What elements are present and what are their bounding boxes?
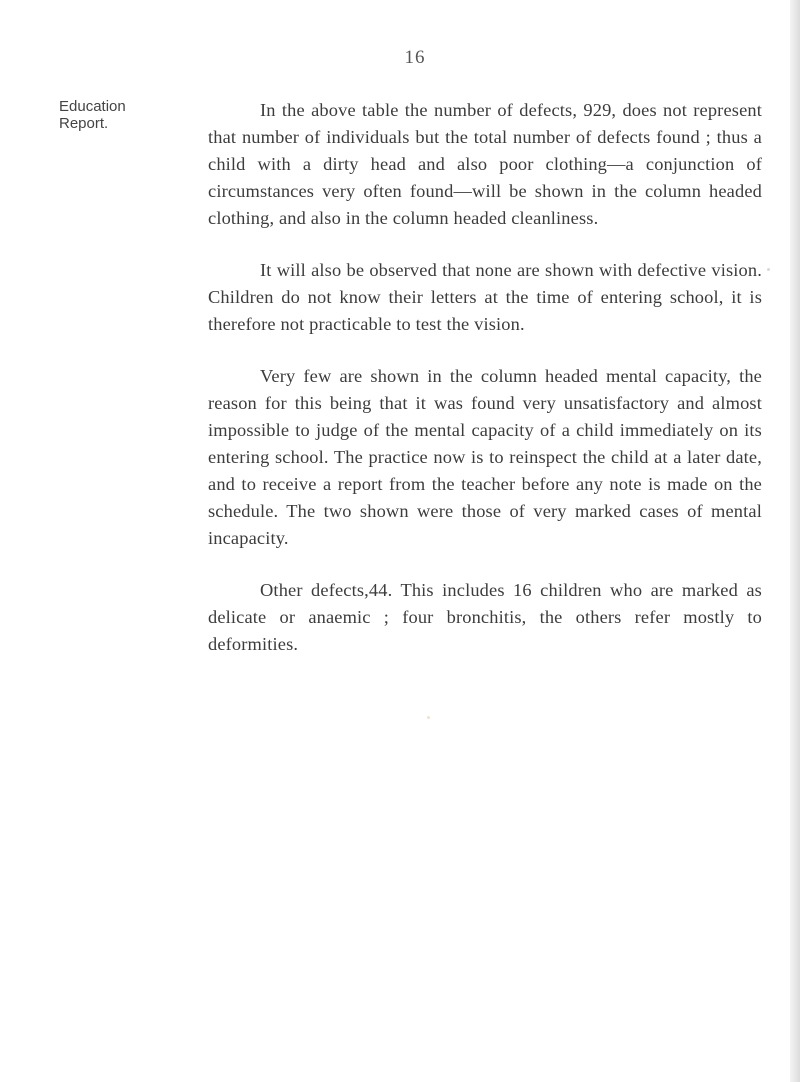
margin-note	[59, 98, 126, 132]
page-edge-shadow	[790, 0, 800, 1082]
margin-note-line-1: Education	[59, 98, 126, 115]
page-number: 16	[404, 47, 426, 68]
body-text	[208, 97, 762, 683]
paper-speck	[767, 268, 770, 271]
paper-speck	[427, 716, 430, 719]
paragraph-defective-vision: It will also be observed that none are shown with defective vision. Children do not know their letters at the time of entering school, it is therefore not practicable to test the vision.	[208, 260, 762, 334]
paragraph-other-defects: Other defects,44. This includes 16 children who are marked as delicate or anaemic ; four bronchitis, the others refer mostly to deformities.	[208, 580, 762, 654]
margin-note-line-2: Report.	[59, 115, 109, 132]
paragraph-mental-capacity: Very few are shown in the column headed mental capacity, the reason for this being that it was found very unsatisfactory and almost impossible to judge of the mental capacity of a child immediately on its entering school. The practice now is to reinspect the child at a later date, and to receive a report from the teacher before any note is made on the schedule. The two shown were those of very marked cases of mental incapacity.	[208, 366, 762, 548]
paragraph-defects-count: In the above table the number of defects, 929, does not represent that number of individuals but the total number of defects found ; thus a child with a dirty head and also poor clothing—a conjunction of circumstances very often found—will be shown in the column headed clothing, and also in the column headed cleanliness.	[208, 100, 762, 228]
